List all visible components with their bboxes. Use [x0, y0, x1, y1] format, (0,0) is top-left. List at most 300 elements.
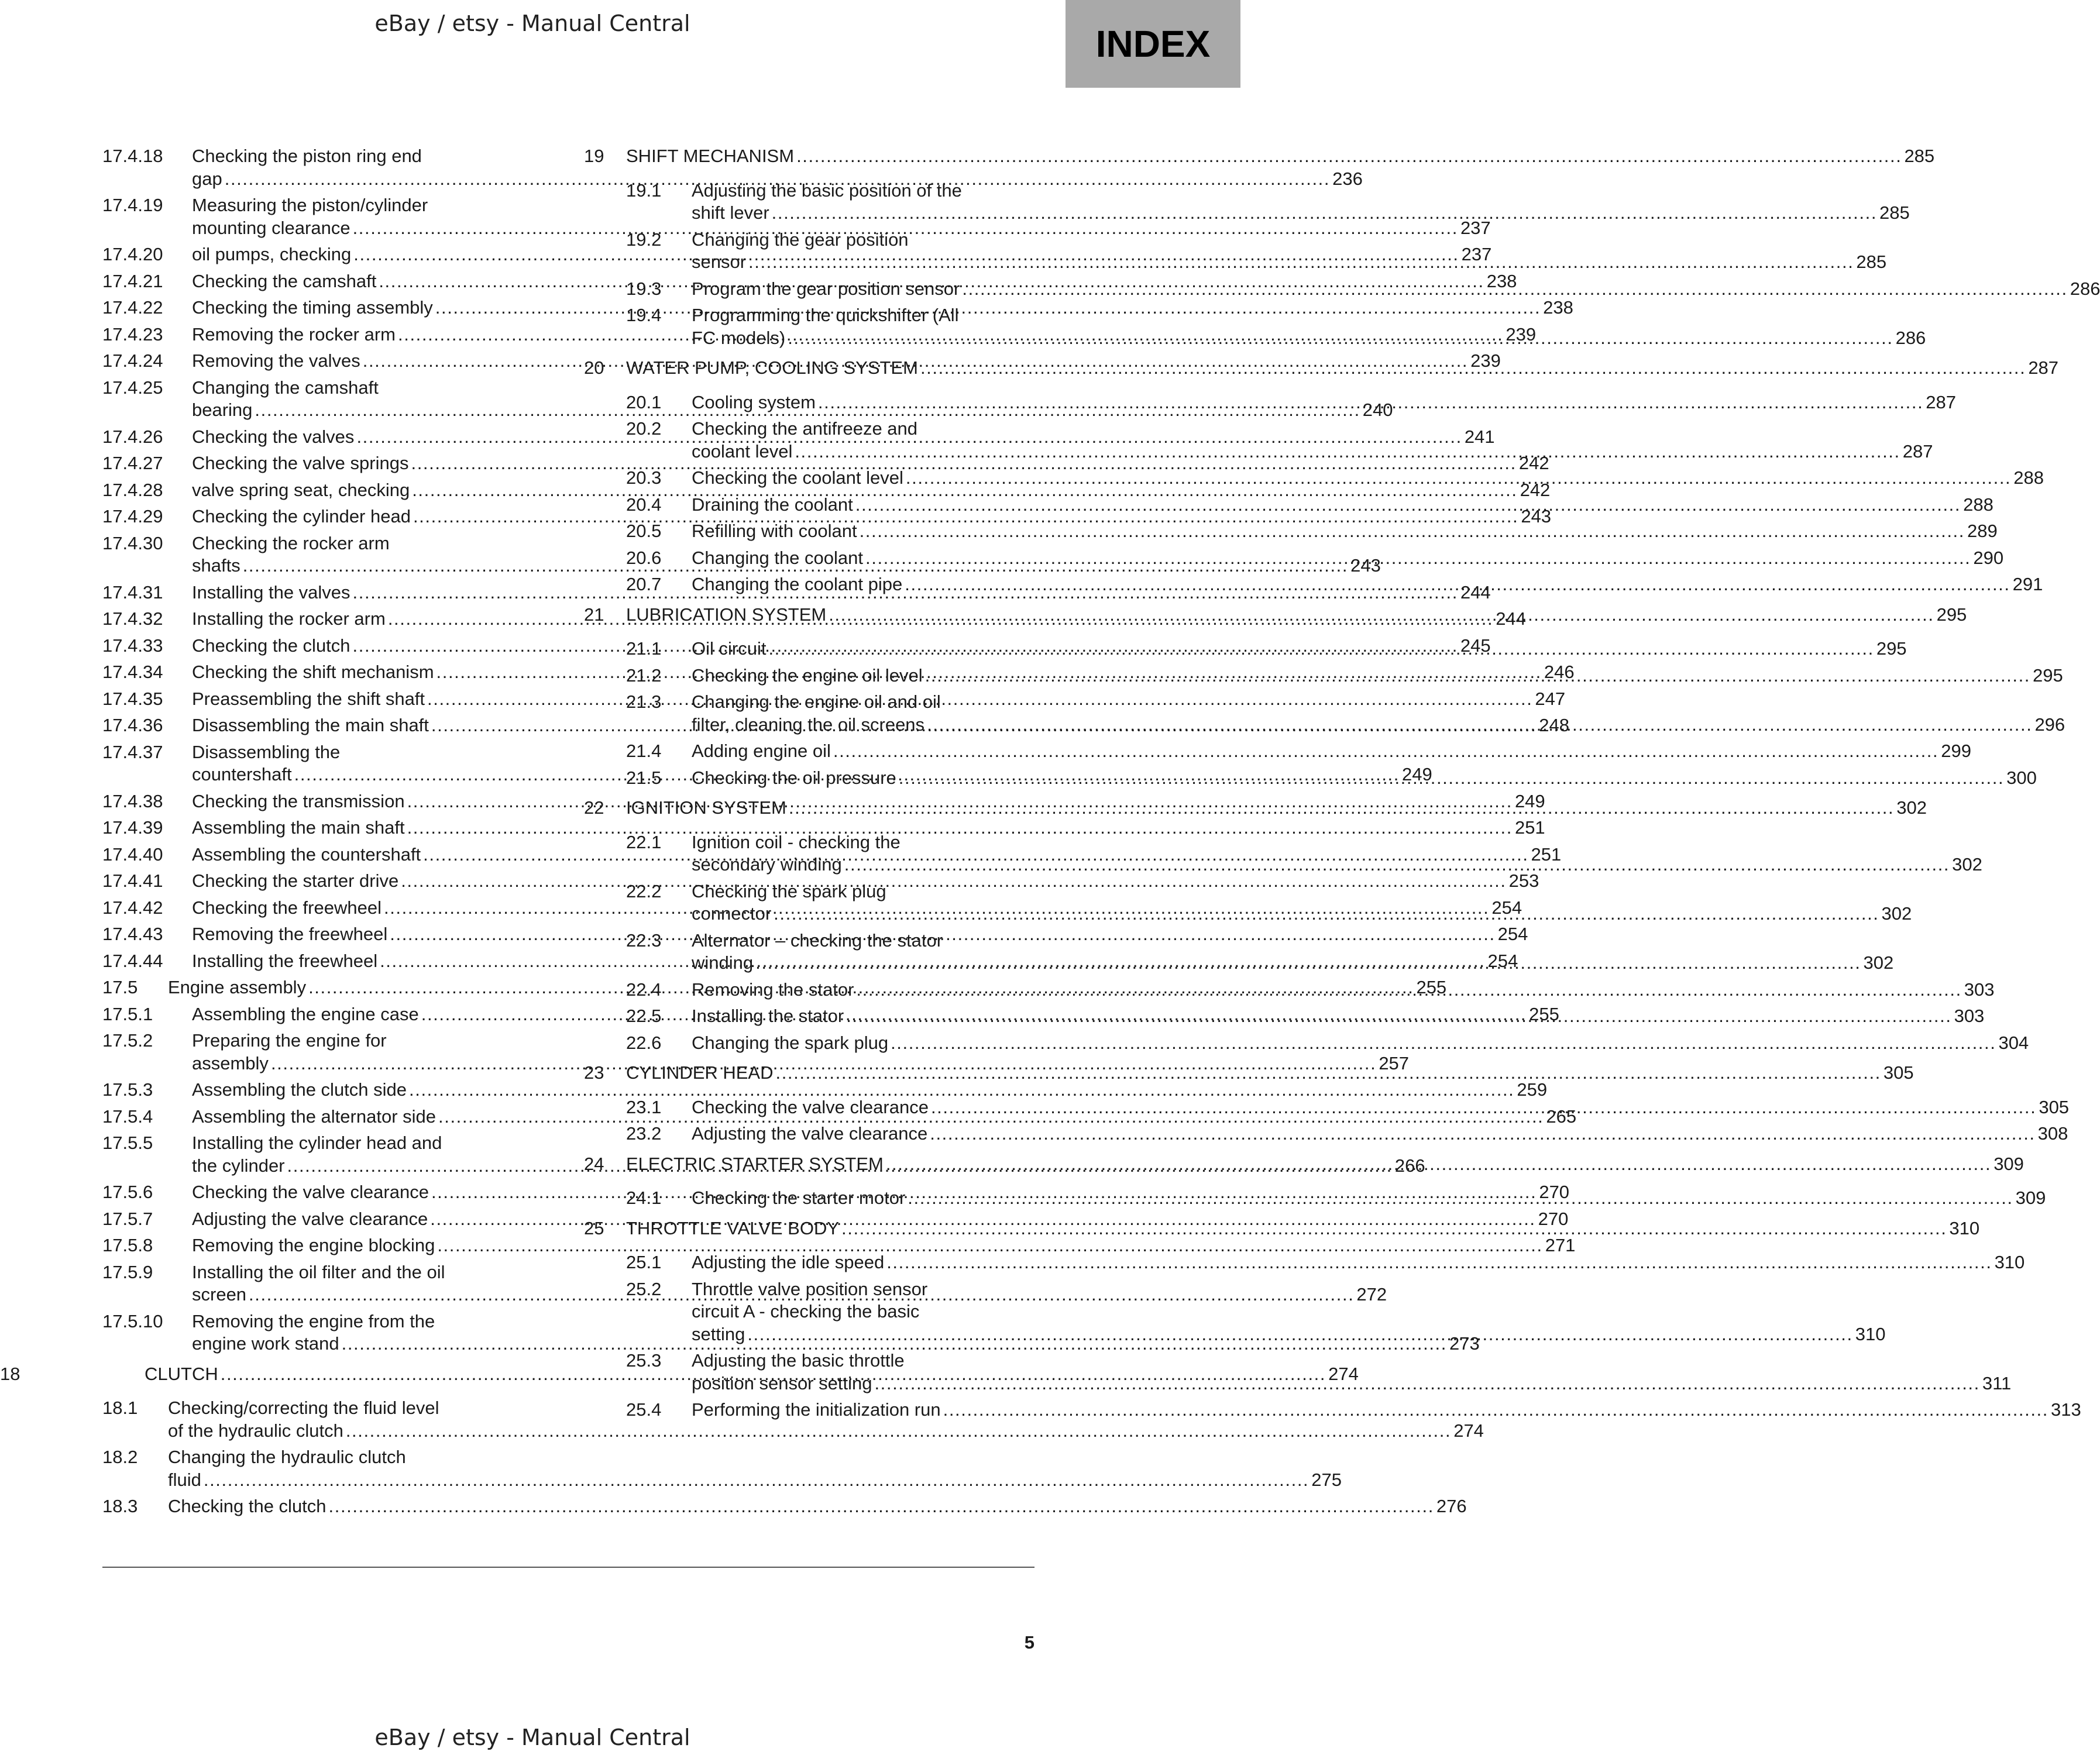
toc-entry-page: 254: [1491, 897, 1522, 918]
toc-entry-number: 25.4: [626, 1399, 662, 1420]
toc-entry-title-line: LUBRICATION SYSTEM: [626, 604, 827, 625]
toc-entry-title: [192, 479, 1551, 502]
toc-entry-number: 18.3: [102, 1496, 138, 1516]
toc-entry-title-line: bearing: [192, 400, 253, 420]
toc-entry-title-line: Checking the camshaft: [192, 270, 377, 291]
toc-entry-title-line: Preparing the engine for: [192, 1030, 387, 1051]
toc-entry-title-line: Changing the engine oil and oil: [692, 691, 941, 712]
toc-entry-title-line: Draining the coolant: [692, 494, 853, 515]
toc-entry-title-line: Changing the hydraulic clutch: [168, 1447, 406, 1467]
toc-entry-page: 295: [1876, 638, 1907, 659]
toc-entry-number: 23: [584, 1062, 604, 1083]
toc-entry-title-line: gap: [192, 168, 222, 189]
toc-entry-page: 289: [1967, 521, 1998, 541]
toc-entry-number: 17.4.21: [102, 270, 163, 291]
toc-entry-number: 22: [584, 797, 604, 818]
toc-entry-title: [168, 1446, 1342, 1491]
toc-entry-title-line: Ignition coil - checking the: [692, 831, 901, 852]
toc-entry-page: 237: [1460, 217, 1491, 238]
toc-entry-title-line: Checking the spark plug: [692, 880, 886, 901]
toc-entry-title-line: CLUTCH: [145, 1363, 218, 1384]
toc-entry-number: 17.5.3: [102, 1079, 153, 1100]
toc-entry-title-line: Checking the freewheel: [192, 897, 381, 918]
toc-entry-title-line: Checking the cylinder head: [192, 506, 411, 526]
toc-entry-title-line: Removing the valves: [192, 350, 360, 371]
toc-entry-number: 18.2: [102, 1447, 138, 1467]
toc-entry-page: 239: [1506, 324, 1537, 345]
dot-leader: [833, 740, 1939, 763]
toc-entry-page: 243: [1350, 555, 1381, 576]
toc-entry-title-line: Removing the stator: [692, 979, 854, 1000]
toc-entry-title-line: Removing the freewheel: [192, 924, 388, 944]
toc-entry-title-line: valve spring seat, checking: [192, 479, 410, 500]
toc-entry-page: 288: [2013, 467, 2044, 488]
dot-leader: [768, 638, 1874, 660]
toc-entry-number: 20.2: [626, 418, 662, 439]
toc-entry-page: 287: [1926, 391, 1957, 412]
toc-entry-page: 251: [1514, 817, 1545, 838]
toc-entry-page: 288: [1963, 494, 1994, 515]
toc-entry-title-line: coolant level: [692, 441, 793, 462]
toc-entry-number: 22.1: [626, 831, 662, 852]
toc-entry-title-line: Checking the clutch: [192, 635, 350, 656]
toc-entry-title-line: Installing the cylinder head and: [192, 1133, 442, 1153]
toc-entry-page: 272: [1356, 1284, 1387, 1305]
toc-entry-number: 17.5.2: [102, 1030, 153, 1051]
toc-entry-page: 285: [1904, 146, 1935, 166]
toc-entry-title-line: Removing the rocker arm: [192, 324, 396, 345]
toc-entry-title-line: Checking the shift mechanism: [192, 662, 434, 682]
toc-entry-title-line: CYLINDER HEAD: [626, 1062, 774, 1083]
toc-entry-number: 21.2: [626, 665, 662, 686]
toc-entry-number: 17.4.19: [102, 195, 163, 215]
toc-entry-title: [168, 1495, 1467, 1518]
toc-entry-title-line: filter, cleaning the oil screens: [692, 714, 925, 735]
toc-entry-page: 305: [1883, 1062, 1914, 1083]
toc-entry-page: 313: [2050, 1399, 2081, 1420]
toc-entry-number: 17.4.41: [102, 870, 163, 891]
toc-entry-page: 246: [1544, 662, 1575, 682]
toc-entry-title-line: mounting clearance: [192, 217, 350, 238]
toc-entry-page: 309: [2015, 1188, 2046, 1208]
toc-entry-page: 303: [1954, 1006, 1985, 1026]
toc-entry-title-line: circuit A - checking the basic: [692, 1301, 920, 1322]
toc-entry-page: 311: [1982, 1372, 2012, 1393]
toc-entry-title-line: Disassembling the: [192, 741, 341, 762]
toc-entry-number: 17.5: [102, 977, 138, 997]
toc-entry-number: 21: [584, 604, 604, 625]
toc-entry-title-line: FC models): [692, 327, 786, 348]
dot-leader: [886, 1251, 1992, 1274]
index-tab[interactable]: INDEX: [1066, 0, 1240, 88]
toc-entry-number: 17.4.22: [102, 297, 163, 318]
toc-entry-title-line: Checking the starter motor: [692, 1188, 906, 1208]
toc-entry-page: 275: [1311, 1469, 1342, 1490]
dot-leader: [755, 952, 1861, 975]
toc-entry-title-line: Checking the piston ring end: [192, 146, 422, 166]
page-number: 5: [1024, 1632, 1034, 1653]
toc-entry-title-line: Checking the clutch: [168, 1496, 326, 1516]
toc-entry-page: 244: [1496, 608, 1526, 629]
toc-entry-page: 302: [1863, 952, 1894, 973]
toc-entry-title-line: setting: [692, 1323, 745, 1344]
toc-entry[interactable]: [584, 1251, 2025, 1274]
toc-entry-number: 17.4.23: [102, 324, 163, 345]
toc-entry-number: 17.4.38: [102, 790, 163, 811]
toc-entry-title-line: connector: [692, 903, 772, 924]
toc-entry-title-line: Checking the valve clearance: [192, 1182, 429, 1202]
dot-leader: [776, 1062, 1881, 1085]
toc-entry-number: 20.7: [626, 574, 662, 594]
toc-entry-number: 20: [584, 357, 604, 378]
toc-entry-title-line: shift lever: [692, 202, 769, 223]
toc-entry-page: 248: [1539, 715, 1570, 735]
toc-entry-page: 241: [1464, 426, 1495, 447]
toc-entry-title: [192, 1079, 1548, 1102]
dot-leader: [788, 327, 1893, 350]
toc-entry-number: 19.2: [626, 229, 662, 250]
toc-entry-title-line: secondary winding: [692, 854, 842, 875]
toc-entry-number: 17.4.40: [102, 844, 163, 865]
toc-entry-title-line: sensor: [692, 252, 747, 272]
toc-entry-title: [626, 145, 1935, 168]
toc-entry[interactable]: [102, 1495, 1467, 1518]
footer-divider: [102, 1567, 1034, 1568]
toc-entry[interactable]: [102, 1234, 1576, 1257]
dot-leader: [818, 391, 1923, 414]
toc-entry[interactable]: [584, 1399, 2081, 1422]
toc-entry-number: 17.4.32: [102, 608, 163, 629]
toc-entry-number: 21.3: [626, 691, 662, 712]
toc-entry[interactable]: [102, 479, 1551, 502]
toc-entry-title-line: Refilling with coolant: [692, 521, 857, 541]
toc-entry-number: 17.4.24: [102, 350, 163, 371]
toc-entry-title-line: Checking the valves: [192, 426, 355, 447]
toc-entry-title-line: shafts: [192, 555, 240, 576]
toc-entry-title-line: oil pumps, checking: [192, 244, 352, 264]
toc-entry-title-line: Checking the timing assembly: [192, 297, 433, 318]
toc-entry-title-line: Checking the valve springs: [192, 453, 409, 473]
toc-entry-page: 237: [1461, 244, 1492, 264]
toc-entry-title-line: Removing the engine from the: [192, 1310, 435, 1331]
toc-entry-number: 22.2: [626, 880, 662, 901]
toc-entry-page: 247: [1535, 688, 1566, 709]
toc-entry-number: 20.5: [626, 521, 662, 541]
toc-entry-page: 270: [1539, 1182, 1570, 1202]
toc-entry-title-line: Adjusting the basic position of the: [692, 180, 962, 201]
toc-entry-number: 20.6: [626, 547, 662, 568]
toc-entry-title-line: winding: [692, 952, 754, 973]
toc-entry[interactable]: [102, 1079, 1548, 1102]
toc-entry-number: 19.1: [626, 180, 662, 201]
toc-entry-page: 302: [1896, 797, 1927, 818]
toc-entry-title: [192, 817, 1545, 839]
toc-entry-number: 21.5: [626, 767, 662, 788]
toc-entry-title-line: Throttle valve position sensor: [692, 1278, 928, 1299]
toc-entry-title-line: Checking the starter drive: [192, 870, 399, 891]
toc-entry-number: 25: [584, 1217, 604, 1238]
toc-entry-number: 17.4.33: [102, 635, 163, 656]
toc-entry-title-line: Adding engine oil: [692, 741, 831, 761]
toc-entry-title-line: Checking the transmission: [192, 790, 405, 811]
dot-leader: [931, 1096, 2036, 1119]
toc-entry[interactable]: [584, 1032, 2029, 1055]
toc-entry-number: 19.3: [626, 278, 662, 299]
dot-leader: [846, 1005, 1951, 1028]
toc-entry-page: 310: [1855, 1323, 1886, 1344]
toc-entry-page: 251: [1531, 844, 1562, 865]
toc-entry-title-line: IGNITION SYSTEM: [626, 797, 786, 818]
toc-entry-number: 17.4.25: [102, 377, 163, 398]
toc-entry-number: 17.4.27: [102, 453, 163, 473]
toc-entry-title-line: Installing the valves: [192, 581, 350, 603]
toc-entry-page: 259: [1517, 1079, 1548, 1100]
toc-entry-page: 303: [1964, 979, 1995, 1000]
toc-entry-number: 19.4: [626, 305, 662, 325]
dot-leader: [329, 1495, 1434, 1518]
dot-leader: [962, 278, 2067, 301]
toc-entry-number: 17.5.7: [102, 1208, 153, 1229]
dot-leader: [908, 1187, 2013, 1210]
toc-entry-number: 25.3: [626, 1350, 662, 1371]
toc-entry-number: 17.5.8: [102, 1235, 153, 1255]
toc-entry-page: 239: [1470, 350, 1501, 371]
toc-entry-page: 274: [1328, 1363, 1359, 1384]
toc-entry-number: 22.6: [626, 1032, 662, 1053]
dot-leader: [748, 251, 1854, 274]
toc-entry-page: 290: [1973, 547, 2004, 568]
toc-entry-number: 17.5.1: [102, 1003, 153, 1024]
dot-leader: [891, 1032, 1996, 1055]
toc-entry-title-line: Performing the initialization run: [692, 1399, 941, 1420]
toc-entry-title: [692, 1032, 2029, 1055]
toc-entry-title-line: Changing the gear position: [692, 229, 909, 250]
toc-entry-page: 287: [2028, 357, 2059, 378]
dot-leader: [844, 854, 1950, 876]
toc-entry-title-line: Engine assembly: [168, 977, 307, 997]
toc-entry-number: 24: [584, 1153, 604, 1174]
toc-entry[interactable]: [584, 145, 1935, 168]
toc-entry-title-line: Installing the oil filter and the oil: [192, 1261, 445, 1282]
toc-entry-title-line: Preassembling the shift shaft: [192, 688, 425, 709]
toc-entry-page: 305: [2039, 1096, 2070, 1117]
toc-entry-title-line: Assembling the main shaft: [192, 817, 405, 838]
toc-entry-page: 254: [1487, 950, 1518, 971]
toc-entry-title-line: Assembling the engine case: [192, 1003, 419, 1024]
toc-entry-page: 285: [1856, 252, 1887, 272]
toc-entry-title-line: Oil circuit: [692, 638, 767, 659]
toc-entry-title-line: Changing the camshaft: [192, 377, 379, 398]
toc-entry[interactable]: [584, 520, 1998, 543]
toc-entry-title-line: Checking the engine oil level: [692, 665, 923, 686]
dot-leader: [886, 1153, 1991, 1176]
toc-entry-page: 287: [1902, 441, 1933, 462]
toc-entry-number: 20.1: [626, 391, 662, 412]
toc-entry-number: 17.5.5: [102, 1133, 153, 1153]
toc-entry-title-line: Changing the coolant pipe: [692, 574, 903, 594]
toc-entry-number: 21.1: [626, 638, 662, 659]
toc-entry-number: 25.2: [626, 1278, 662, 1299]
toc-entry-page: 274: [1453, 1420, 1484, 1441]
toc-entry-number: 24.1: [626, 1188, 662, 1208]
toc-entry-title: [692, 520, 1998, 543]
toc-entry-number: 18.1: [102, 1398, 138, 1418]
toc-entry-page: 270: [1538, 1208, 1569, 1229]
toc-entry-number: 17.4.36: [102, 715, 163, 735]
dot-leader: [855, 494, 1961, 517]
toc-entry-number: 19: [584, 146, 604, 166]
toc-entry-title: [692, 1251, 2025, 1274]
toc-entry-page: 238: [1543, 297, 1573, 318]
toc-entry-page: 244: [1460, 581, 1491, 603]
toc-entry-number: 17.4.28: [102, 479, 163, 500]
toc-entry-number: 17.4.35: [102, 688, 163, 709]
toc-entry-page: 299: [1941, 741, 1971, 761]
dot-leader: [747, 1323, 1852, 1346]
dot-leader: [795, 441, 1900, 463]
toc-entry-number: 17.4.43: [102, 924, 163, 944]
toc-entry-title-line: SHIFT MECHANISM: [626, 146, 795, 166]
toc-entry-title-line: the cylinder: [192, 1155, 285, 1176]
toc-entry-page: 295: [1936, 604, 1967, 625]
toc-entry-page: 286: [2070, 278, 2100, 299]
toc-entry-title-line: Alternator – checking the stator: [692, 930, 943, 951]
dot-leader: [899, 767, 2004, 790]
toc-entry-title-line: Cooling system: [692, 391, 816, 412]
toc-entry[interactable]: [102, 505, 1552, 528]
dot-leader: [860, 520, 1965, 543]
dot-leader: [856, 979, 1961, 1002]
toc-entry-title-line: Programming the quickshifter (All: [692, 305, 959, 325]
toc-entry-title-line: Adjusting the valve clearance: [692, 1123, 928, 1144]
toc-entry-page: 257: [1379, 1052, 1410, 1073]
toc-entry-title-line: Changing the spark plug: [692, 1032, 889, 1053]
toc-entry-title-line: Changing the coolant: [692, 547, 864, 568]
toc-entry-title-line: screen: [192, 1284, 247, 1305]
toc-entry-number: 17.4.39: [102, 817, 163, 838]
toc-entry[interactable]: [584, 180, 1910, 225]
toc-entry-page: 249: [1514, 790, 1545, 811]
toc-entry-number: 17.5.6: [102, 1182, 153, 1202]
toc-entry-title-line: Disassembling the main shaft: [192, 715, 429, 735]
dot-leader: [906, 467, 2011, 490]
toc-entry-title-line: Checking the coolant level: [692, 467, 903, 488]
toc-entry-page: 309: [1994, 1153, 2024, 1174]
toc-entry-page: 245: [1460, 635, 1491, 656]
toc-entry-number: 17.5.9: [102, 1261, 153, 1282]
toc-entry-page: 249: [1401, 764, 1432, 784]
toc-entry-title: [192, 1234, 1576, 1257]
toc-entry-number: 17.4.34: [102, 662, 163, 682]
toc-entry-title-line: Program the gear position sensor: [692, 278, 960, 299]
toc-entry-page: 273: [1449, 1333, 1480, 1354]
toc-entry-title-line: Removing the engine blocking: [192, 1235, 435, 1255]
toc-entry-number: 20.4: [626, 494, 662, 515]
toc-entry-title-line: position sensor setting: [692, 1372, 872, 1393]
toc-entry-number: 25.1: [626, 1252, 662, 1272]
toc-entry[interactable]: [584, 740, 1971, 763]
toc-entry-title-line: assembly: [192, 1052, 269, 1073]
watermark-top: eBay / etsy - Manual Central: [374, 11, 690, 36]
toc-entry-title-line: of the hydraulic clutch: [168, 1420, 343, 1441]
toc-entry-page: 240: [1362, 400, 1393, 420]
toc-entry-title-line: THROTTLE VALVE BODY: [626, 1217, 840, 1238]
toc-entry-page: 304: [1998, 1032, 2029, 1053]
toc-entry-title-line: fluid: [168, 1469, 201, 1490]
toc-entry[interactable]: [102, 1446, 1342, 1491]
toc-entry-number: 17.4.42: [102, 897, 163, 918]
toc-entry-title-line: Installing the rocker arm: [192, 608, 386, 629]
toc-entry-number: 17.5.10: [102, 1310, 163, 1331]
dot-leader: [925, 665, 2030, 687]
toc-entry-page: 271: [1545, 1235, 1576, 1255]
dot-leader: [789, 797, 1894, 820]
toc-entry-page: 255: [1416, 977, 1447, 997]
toc-entry-number: 17.4.26: [102, 426, 163, 447]
toc-entry-title-line: Adjusting the valve clearance: [192, 1208, 428, 1229]
dot-leader: [772, 202, 1877, 225]
toc-entry-title: [692, 1123, 2068, 1145]
toc-entry-number: 23.2: [626, 1123, 662, 1144]
toc-entry-number: 20.3: [626, 467, 662, 488]
toc-entry-page: 295: [2033, 665, 2063, 686]
toc-entry-title-line: Checking the valve clearance: [692, 1096, 929, 1117]
toc-entry-title-line: Installing the stator: [692, 1006, 844, 1026]
toc-entry-number: 17.5.4: [102, 1106, 153, 1127]
toc-entry-page: 243: [1521, 506, 1552, 526]
toc-entry-page: 286: [1895, 327, 1926, 348]
toc-entry-page: 310: [1994, 1252, 2025, 1272]
toc-entry-title: [192, 505, 1552, 528]
toc-entry-title: [192, 452, 1549, 475]
toc-entry-number: 22.5: [626, 1006, 662, 1026]
toc-entry-page: 308: [2037, 1123, 2068, 1144]
dot-leader: [920, 357, 2026, 380]
toc-entry[interactable]: [102, 452, 1549, 475]
toc-entry-number: 17.4.31: [102, 581, 163, 603]
toc-entry-title-line: Assembling the clutch side: [192, 1079, 407, 1100]
toc-entry-page: 238: [1486, 270, 1517, 291]
dot-leader: [930, 1123, 2035, 1145]
toc-entry[interactable]: [584, 1123, 2068, 1145]
dot-leader: [865, 547, 1971, 570]
toc-entry-page: 291: [2012, 574, 2043, 594]
toc-entry-page: 242: [1520, 479, 1551, 500]
toc-entry-page: 236: [1332, 168, 1363, 189]
toc-entry-title-line: WATER PUMP, COOLING SYSTEM: [626, 357, 918, 378]
toc-entry-title-line: Adjusting the basic throttle: [692, 1350, 905, 1371]
toc-entry-number: 17.4.18: [102, 146, 163, 166]
toc-entry-number: 22.3: [626, 930, 662, 951]
dot-leader: [774, 903, 1879, 925]
toc-entry-title-line: engine work stand: [192, 1333, 339, 1354]
toc-entry-title-line: Assembling the countershaft: [192, 844, 421, 865]
dot-leader: [874, 1372, 1979, 1395]
toc-entry-title-line: Measuring the piston/cylinder: [192, 195, 428, 215]
toc-entry-page: 310: [1949, 1217, 1980, 1238]
toc-entry-page: 266: [1394, 1155, 1425, 1176]
watermark-bottom: eBay / etsy - Manual Central: [374, 1725, 690, 1750]
toc-entry-title-line: Checking the antifreeze and: [692, 418, 918, 439]
toc-entry-page: 253: [1508, 870, 1539, 891]
toc-entry-number: 17.4.20: [102, 244, 163, 264]
toc-entry-number: 21.4: [626, 741, 662, 761]
dot-leader: [905, 573, 2010, 596]
toc-entry[interactable]: [102, 817, 1545, 839]
toc-entry-title-line: Adjusting the idle speed: [692, 1252, 885, 1272]
toc-entry-page: 302: [1881, 903, 1912, 924]
toc-entry-page: 285: [1879, 202, 1910, 223]
